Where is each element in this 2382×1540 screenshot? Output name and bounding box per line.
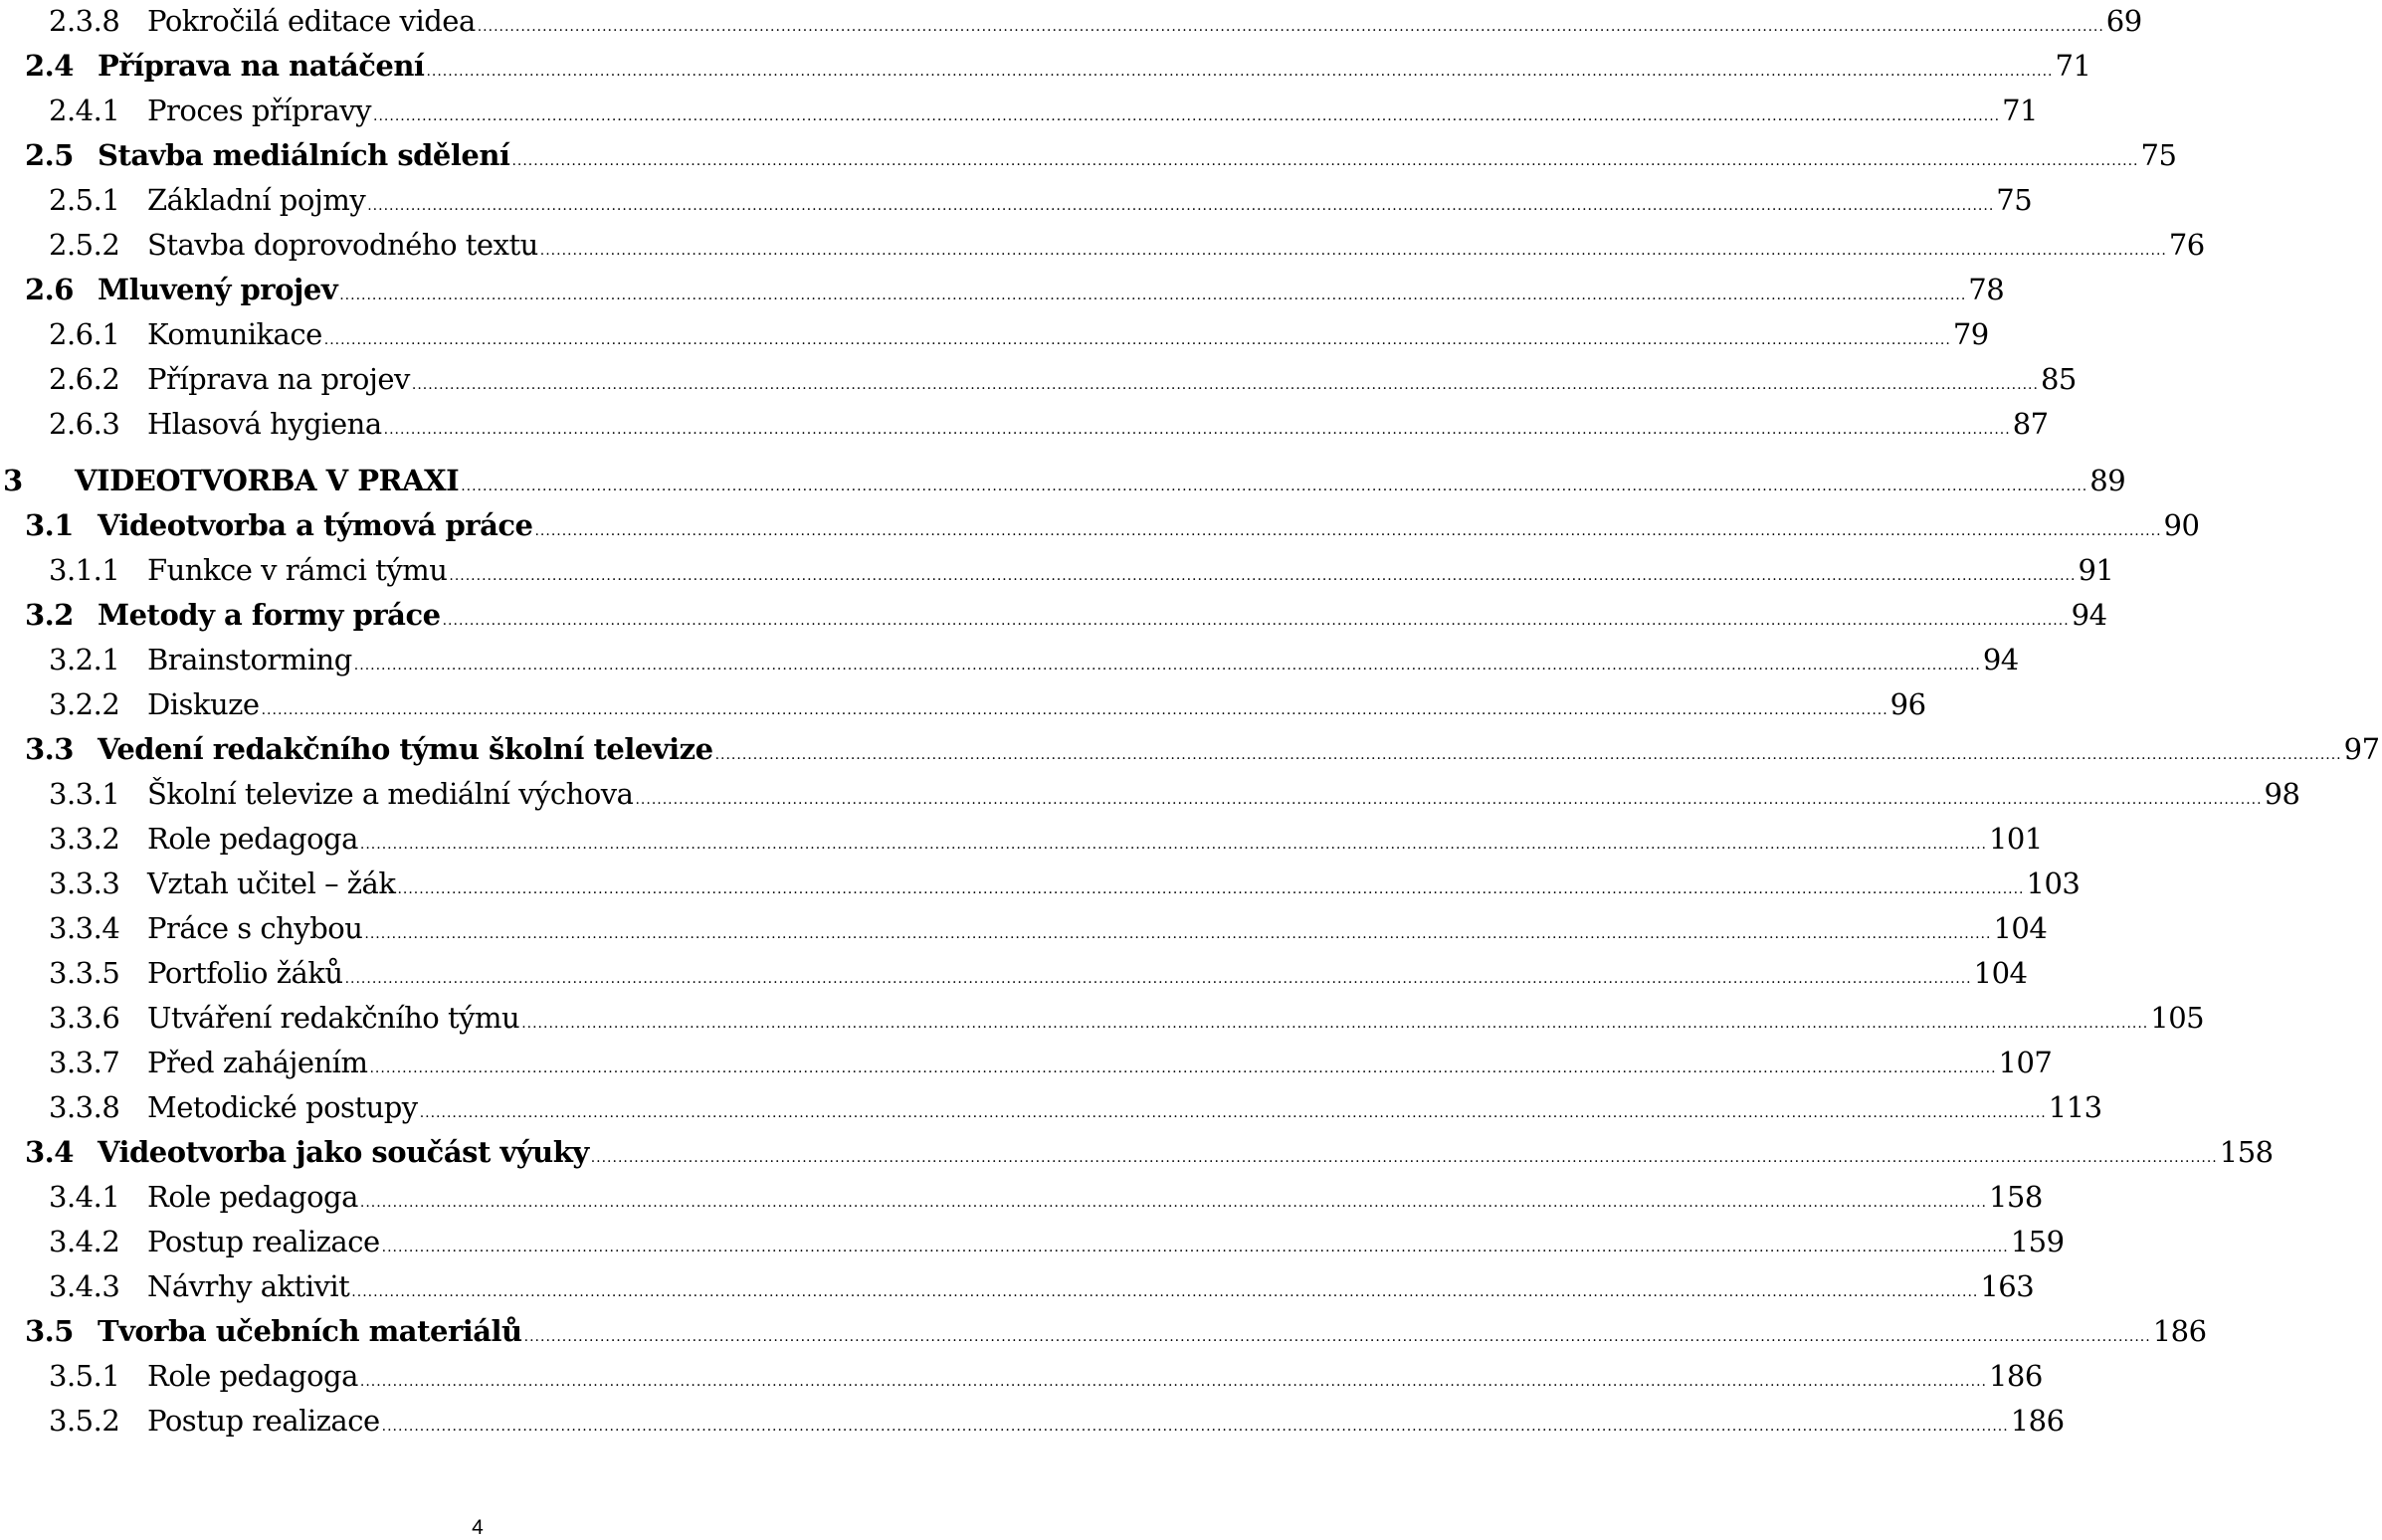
- toc-entry-number: 2.4: [25, 49, 74, 83]
- toc-entry-number: 3.2.1: [49, 643, 120, 676]
- toc-entry-page: 75: [1996, 183, 2033, 217]
- toc-entry-page: 78: [1968, 273, 2005, 306]
- toc-entry-page: 76: [2168, 228, 2205, 262]
- toc-leader-dots: ............................................................................................................................................................................................................................................................................................................: [461, 479, 2088, 494]
- toc-leader-dots: ............................................................................................................................................................................................................................................................................................................: [397, 881, 2025, 897]
- toc-entry-number: 2.6.1: [49, 317, 120, 351]
- toc-entry[interactable]: [0, 504, 2200, 546]
- toc-entry-page: 186: [1988, 1359, 2043, 1393]
- toc-leader-dots: ............................................................................................................................................................................................................................................................................................................: [521, 1016, 2149, 1032]
- toc-entry-title: Příprava na natáčení: [98, 49, 425, 83]
- toc-entry-number: 2.5.1: [49, 183, 120, 217]
- toc-entry-title: Vedení redakčního týmu školní televize: [98, 732, 713, 766]
- toc-entry-page: 94: [1982, 643, 2019, 676]
- toc-entry-title: Postup realizace: [147, 1404, 380, 1438]
- toc-leader-dots: ............................................................................................................................................................................................................................................................................................................: [381, 1240, 2009, 1255]
- toc-entry[interactable]: [0, 818, 2043, 860]
- toc-entry-title: Základní pojmy: [147, 183, 366, 217]
- toc-entry[interactable]: [0, 1176, 2043, 1218]
- toc-entry-number: 3.3.6: [49, 1001, 120, 1035]
- toc-entry[interactable]: [0, 728, 2380, 770]
- toc-entry-title: Hlasová hygiena: [147, 407, 382, 441]
- toc-entry-page: 159: [2010, 1225, 2065, 1258]
- toc-entry-page: 158: [1988, 1180, 2043, 1214]
- toc-entry[interactable]: [0, 907, 2048, 949]
- toc-entry-number: 3.3.8: [49, 1090, 120, 1124]
- toc-entry-number: 2.5: [25, 138, 74, 172]
- toc-entry-number: 3.4.2: [49, 1225, 120, 1258]
- toc-entry-page: 104: [1973, 956, 2028, 990]
- toc-entry-page: 91: [2078, 553, 2114, 587]
- toc-entry-title: Videotvorba a týmová práce: [98, 508, 533, 542]
- toc-leader-dots: ............................................................................................................................................................................................................................................................................................................: [383, 422, 2011, 438]
- toc-leader-dots: ............................................................................................................................................................................................................................................................................................................: [714, 747, 2342, 763]
- toc-entry-title: Metody a formy práce: [98, 598, 441, 632]
- toc-leader-dots: ............................................................................................................................................................................................................................................................................................................: [426, 64, 2054, 80]
- toc-entry[interactable]: [0, 1131, 2274, 1173]
- toc-entry[interactable]: [0, 45, 2091, 87]
- toc-leader-dots: ............................................................................................................................................................................................................................................................................................................: [373, 108, 2001, 124]
- toc-leader-dots: ............................................................................................................................................................................................................................................................................................................: [381, 1419, 2009, 1435]
- toc-entry-number: 3.3.3: [49, 866, 120, 900]
- toc-entry[interactable]: [0, 1042, 2053, 1083]
- toc-entry-number: 3.3.1: [49, 777, 120, 811]
- toc-entry-number: 3.5.1: [49, 1359, 120, 1393]
- toc-entry-page: 85: [2040, 362, 2077, 396]
- toc-entry-title: Funkce v rámci týmu: [147, 553, 448, 587]
- toc-entry[interactable]: [0, 639, 2019, 680]
- toc-entry-number: 2.6: [25, 273, 74, 306]
- toc-entry-number: 3.2.2: [49, 687, 120, 721]
- toc-leader-dots: ............................................................................................................................................................................................................................................................................................................: [367, 198, 1995, 214]
- toc-entry-title: Pokročilá editace videa: [147, 4, 476, 38]
- toc-entry-title: Videotvorba jako součást výuky: [98, 1135, 589, 1169]
- toc-entry-page: 98: [2264, 777, 2300, 811]
- toc-entry-page: 75: [2140, 138, 2177, 172]
- toc-entry-page: 158: [2219, 1135, 2274, 1169]
- toc-entry[interactable]: [0, 952, 2028, 994]
- toc-leader-dots: ............................................................................................................................................................................................................................................................................................................: [539, 243, 2167, 259]
- toc-entry-number: 3.1.1: [49, 553, 120, 587]
- toc-entry-page: 71: [2002, 94, 2038, 127]
- toc-entry-page: 69: [2105, 4, 2142, 38]
- toc-leader-dots: ............................................................................................................................................................................................................................................................................................................: [477, 19, 2104, 35]
- toc-entry-number: 3.4: [25, 1135, 74, 1169]
- toc-entry-title: Návrhy aktivit: [147, 1269, 350, 1303]
- toc-entry-title: Diskuze: [147, 687, 260, 721]
- toc-entry[interactable]: [0, 997, 2205, 1039]
- toc-entry-number: 3.4.3: [49, 1269, 120, 1303]
- toc-entry-title: Práce s chybou: [147, 911, 363, 945]
- toc-entry-title: Školní televize a mediální výchova: [147, 777, 634, 811]
- toc-leader-dots: ............................................................................................................................................................................................................................................................................................................: [534, 523, 2162, 539]
- toc-leader-dots: ............................................................................................................................................................................................................................................................................................................: [442, 613, 2070, 629]
- toc-entry-title: Portfolio žáků: [147, 956, 343, 990]
- toc-entry-number: 3.3.2: [49, 822, 120, 856]
- toc-entry[interactable]: [0, 1355, 2043, 1397]
- toc-leader-dots: ............................................................................................................................................................................................................................................................................................................: [323, 332, 1951, 348]
- toc-entry-number: 3.5.2: [49, 1404, 120, 1438]
- toc-leader-dots: ............................................................................................................................................................................................................................................................................................................: [339, 288, 1967, 303]
- toc-entry-number: 2.6.2: [49, 362, 120, 396]
- page-number: 4: [472, 1516, 484, 1539]
- toc-entry-number: 3.5: [25, 1314, 74, 1348]
- toc-leader-dots: ............................................................................................................................................................................................................................................................................................................: [351, 1284, 1979, 1300]
- toc-entry[interactable]: [0, 773, 2300, 815]
- toc-leader-dots: ............................................................................................................................................................................................................................................................................................................: [635, 792, 2263, 808]
- toc-entry-title: Stavba doprovodného textu: [147, 228, 538, 262]
- toc-leader-dots: ............................................................................................................................................................................................................................................................................................................: [359, 1195, 1987, 1211]
- toc-entry[interactable]: [0, 1221, 2065, 1262]
- toc-entry[interactable]: [0, 1400, 2065, 1442]
- toc-entry-page: 97: [2343, 732, 2380, 766]
- toc-entry-number: 3.2: [25, 598, 74, 632]
- toc-entry[interactable]: [0, 90, 2038, 131]
- toc-entry-page: 163: [1980, 1269, 2035, 1303]
- toc-entry-page: 96: [1889, 687, 1926, 721]
- toc-entry[interactable]: [0, 224, 2205, 266]
- toc-entry-number: 2.3.8: [49, 4, 120, 38]
- toc-leader-dots: ............................................................................................................................................................................................................................................................................................................: [411, 377, 2039, 393]
- toc-leader-dots: ............................................................................................................................................................................................................................................................................................................: [523, 1329, 2151, 1345]
- toc-entry-page: 105: [2150, 1001, 2205, 1035]
- toc-entry-title: Proces přípravy: [147, 94, 372, 127]
- toc-entry-page: 79: [1952, 317, 1989, 351]
- toc-entry[interactable]: [0, 269, 2005, 310]
- toc-entry[interactable]: [0, 179, 2033, 221]
- toc-leader-dots: ............................................................................................................................................................................................................................................................................................................: [419, 1105, 2047, 1121]
- toc-entry-title: Před zahájením: [147, 1046, 368, 1079]
- toc-entry-page: 186: [2152, 1314, 2207, 1348]
- toc-leader-dots: ............................................................................................................................................................................................................................................................................................................: [359, 1374, 1987, 1390]
- toc-entry[interactable]: [0, 863, 2081, 904]
- toc-entry[interactable]: [0, 313, 1989, 355]
- toc-leader-dots: ............................................................................................................................................................................................................................................................................................................: [261, 702, 1888, 718]
- toc-entry[interactable]: [0, 1086, 2102, 1128]
- toc-entry[interactable]: [0, 594, 2107, 636]
- toc-entry-number: 3.4.1: [49, 1180, 120, 1214]
- toc-entry-page: 89: [2089, 464, 2126, 497]
- toc-entry-title: Postup realizace: [147, 1225, 380, 1258]
- toc-entry-page: 107: [1998, 1046, 2053, 1079]
- toc-leader-dots: ............................................................................................................................................................................................................................................................................................................: [364, 926, 1992, 942]
- toc-leader-dots: ............................................................................................................................................................................................................................................................................................................: [353, 658, 1981, 674]
- toc-entry-title: Role pedagoga: [147, 1180, 358, 1214]
- toc-entry-title: Tvorba učebních materiálů: [98, 1314, 522, 1348]
- toc-entry-number: 2.6.3: [49, 407, 120, 441]
- toc-leader-dots: ............................................................................................................................................................................................................................................................................................................: [359, 837, 1987, 853]
- toc-entry[interactable]: [0, 1310, 2207, 1352]
- toc-entry-title: Stavba mediálních sdělení: [98, 138, 510, 172]
- toc-entry-title: VIDEOTVORBA V PRAXI: [75, 464, 460, 497]
- toc-entry-number: 2.4.1: [49, 94, 120, 127]
- toc-entry-title: Komunikace: [147, 317, 322, 351]
- toc-entry-title: Utváření redakčního týmu: [147, 1001, 520, 1035]
- toc-entry-page: 113: [2048, 1090, 2102, 1124]
- toc-leader-dots: ............................................................................................................................................................................................................................................................................................................: [369, 1060, 1997, 1076]
- toc-entry-page: 186: [2010, 1404, 2065, 1438]
- toc-leader-dots: ............................................................................................................................................................................................................................................................................................................: [449, 568, 2077, 584]
- toc-entry-page: 87: [2012, 407, 2049, 441]
- toc-entry-number: 3.3.4: [49, 911, 120, 945]
- toc-entry-page: 94: [2071, 598, 2107, 632]
- toc-entry[interactable]: [0, 460, 2126, 501]
- toc-leader-dots: ............................................................................................................................................................................................................................................................................................................: [590, 1150, 2218, 1166]
- toc-entry-page: 103: [2026, 866, 2081, 900]
- toc-entry-title: Role pedagoga: [147, 1359, 358, 1393]
- toc-entry-number: 2.5.2: [49, 228, 120, 262]
- toc-entry[interactable]: [0, 549, 2114, 591]
- toc-leader-dots: ............................................................................................................................................................................................................................................................................................................: [511, 153, 2139, 169]
- toc-entry-page: 71: [2055, 49, 2091, 83]
- toc-entry-number: 3.3.5: [49, 956, 120, 990]
- toc-entry-page: 101: [1988, 822, 2043, 856]
- toc-entry-number: 3.3: [25, 732, 74, 766]
- toc-entry-page: 90: [2163, 508, 2200, 542]
- toc-entry[interactable]: [0, 358, 2077, 400]
- toc-entry[interactable]: [0, 683, 1926, 725]
- toc-entry[interactable]: [0, 1265, 2035, 1307]
- toc-entry[interactable]: [0, 403, 2049, 445]
- toc-leader-dots: ............................................................................................................................................................................................................................................................................................................: [344, 971, 1972, 987]
- toc-entry-title: Metodické postupy: [147, 1090, 418, 1124]
- toc-entry-number: 3.1: [25, 508, 74, 542]
- toc-entry[interactable]: [0, 134, 2177, 176]
- toc-entry-title: Mluvený projev: [98, 273, 338, 306]
- toc-entry-number: 3.3.7: [49, 1046, 120, 1079]
- toc-entry-title: Vztah učitel – žák: [147, 866, 396, 900]
- toc-entry-title: Brainstorming: [147, 643, 352, 676]
- toc-entry-number: 3: [3, 464, 23, 497]
- toc-entry-title: Příprava na projev: [147, 362, 410, 396]
- toc-entry-page: 104: [1993, 911, 2048, 945]
- toc-entry[interactable]: [0, 0, 2142, 42]
- toc-entry-title: Role pedagoga: [147, 822, 358, 856]
